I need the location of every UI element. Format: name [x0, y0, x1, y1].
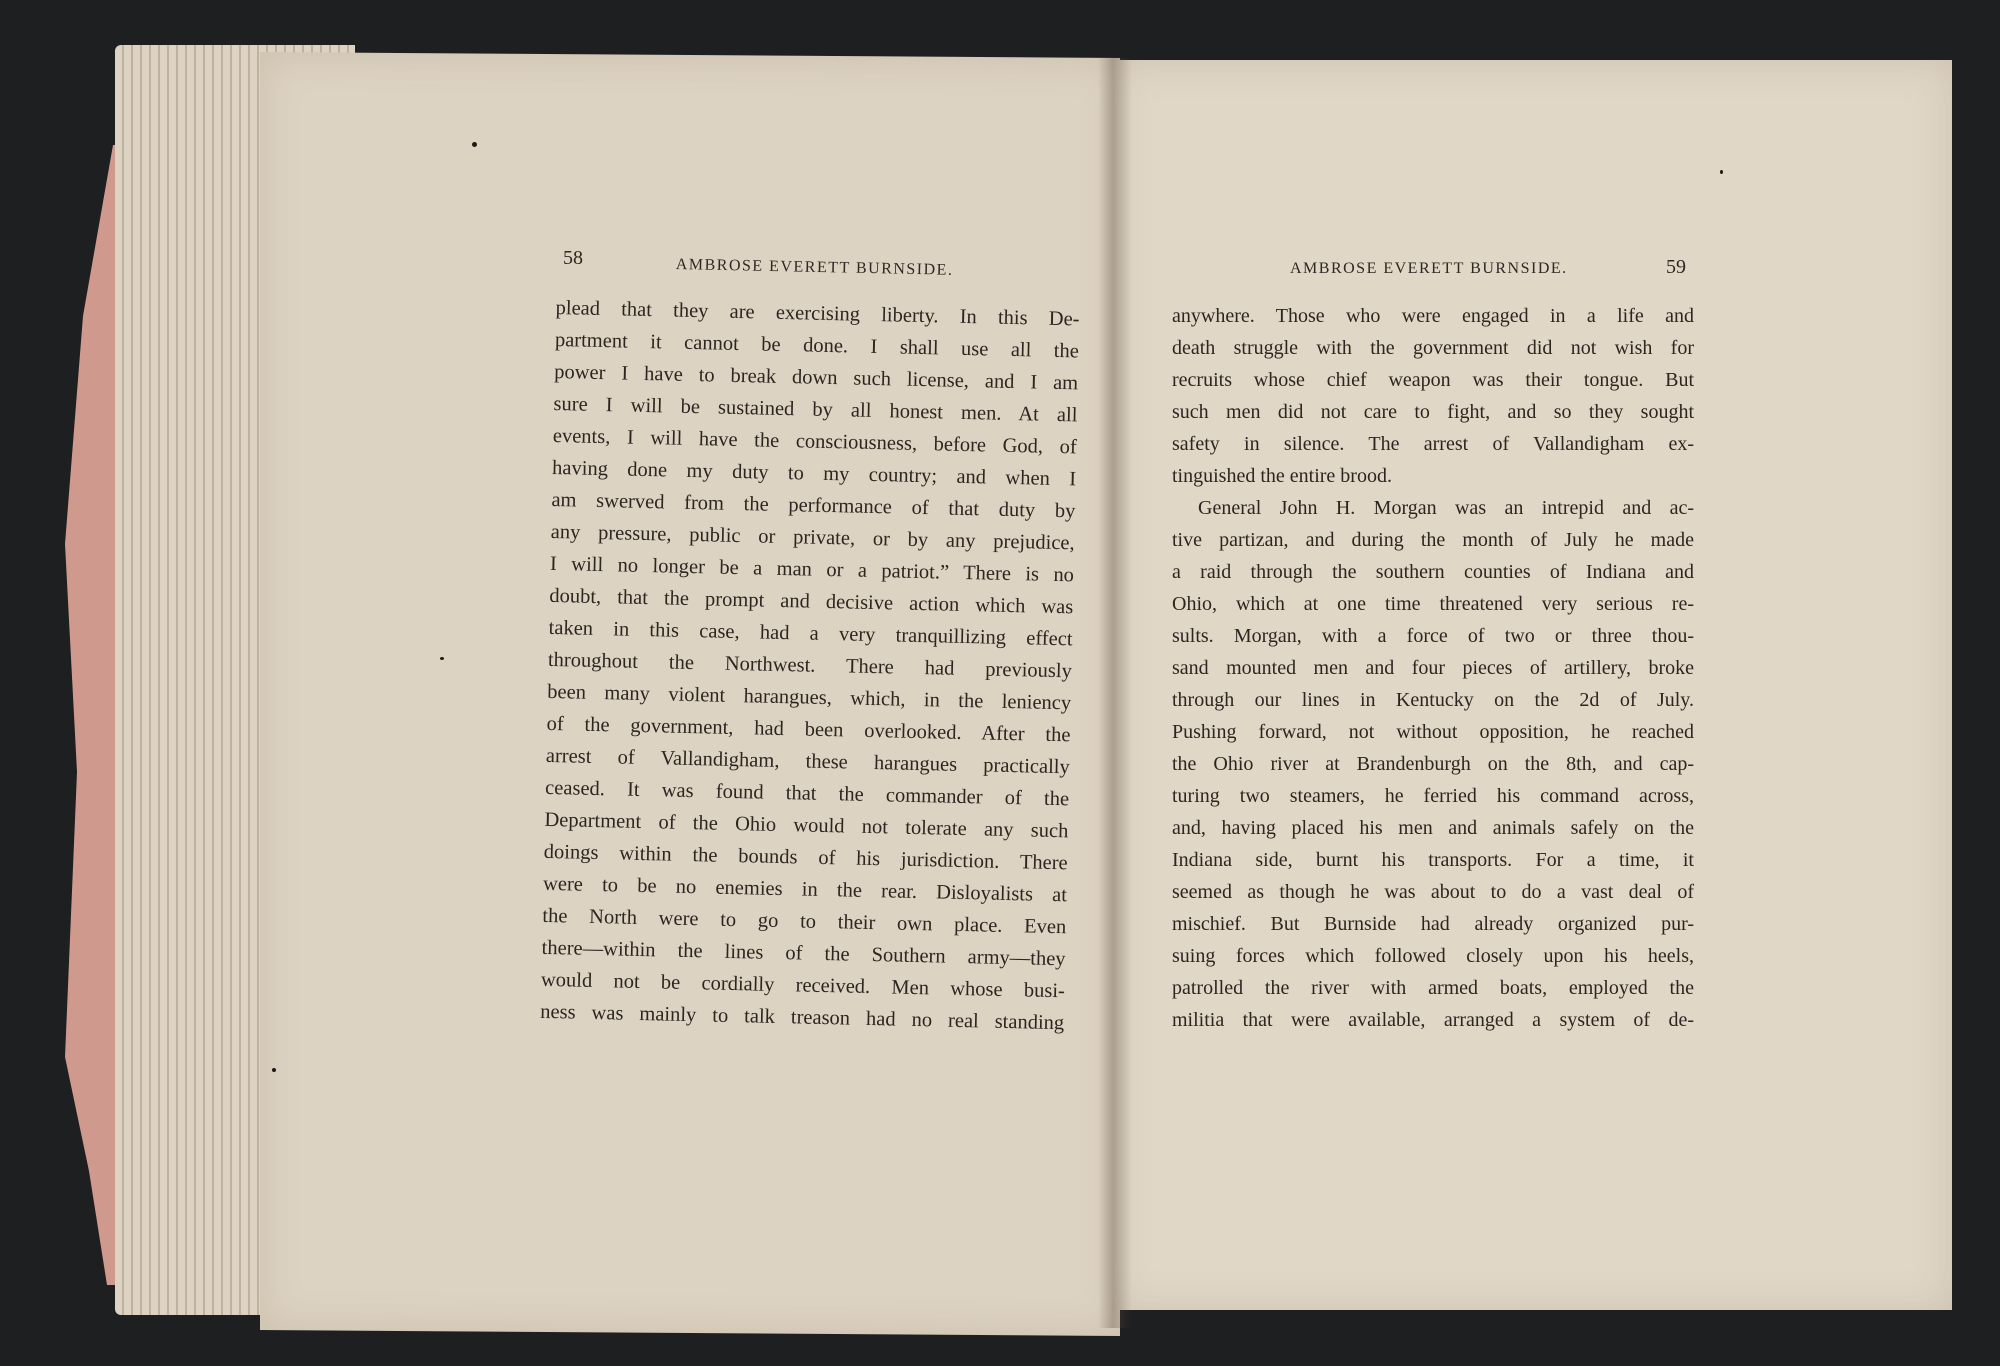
text-line: ceased. It was found that the commander of the [544, 776, 1070, 811]
text-line: militia that were available, arranged a system of de- [1172, 1009, 1694, 1031]
text-line: General John H. Morgan was an intrepid and ac- [1198, 497, 1694, 519]
text-line: would not be cordially received. Men whose busi- [540, 968, 1066, 1003]
text-line: mischief. But Burnside had already organized pur- [1172, 913, 1694, 935]
text-line: anywhere. Those who were engaged in a life and [1172, 305, 1694, 327]
paper-speck [472, 142, 477, 147]
left-page-number: 58 [563, 247, 583, 269]
text-line: tive partizan, and during the month of July he made [1172, 529, 1694, 551]
text-line: doubt, that the prompt and decisive action which was [549, 584, 1074, 619]
text-line: were to be no enemies in the rear. Disloyalists at [542, 872, 1068, 907]
text-line: there—within the lines of the Southern army—they [541, 936, 1066, 971]
text-line: Ohio, which at one time threatened very serious re- [1172, 593, 1694, 615]
text-line: been many violent harangues, which, in the leniency [547, 680, 1072, 715]
text-line: recruits whose chief weapon was their tongue. But [1172, 369, 1694, 391]
text-line: tinguished the entire brood. [1172, 465, 1392, 487]
text-line: the North were to go to their own place. Even [542, 904, 1067, 939]
text-line: sults. Morgan, with a force of two or three thou- [1172, 625, 1694, 647]
text-line: taken in this case, had a very tranquillizing effect [548, 616, 1073, 651]
right-page-number: 59 [1666, 256, 1686, 278]
text-line: of the government, had been overlooked. After the [546, 712, 1071, 747]
left-running-head: AMBROSE EVERETT BURNSIDE. [675, 256, 954, 279]
text-line: patrolled the river with armed boats, employed the [1172, 977, 1694, 999]
text-line: doings within the bounds of his jurisdiction. There [543, 840, 1068, 875]
left-page-text [540, 292, 1080, 1039]
text-line: Indiana side, burnt his transports. For a time, it [1172, 849, 1694, 871]
paper-speck [1720, 170, 1723, 174]
text-line: am swerved from the performance of that duty by [551, 488, 1076, 523]
right-running-head: AMBROSE EVERETT BURNSIDE. [1290, 260, 1568, 277]
text-line: power I have to break down such license, and I am [554, 360, 1079, 395]
text-line: having done my duty to my country; and when I [551, 456, 1077, 491]
text-line: events, I will have the consciousness, before God, of [552, 424, 1077, 459]
book-gutter [1098, 58, 1132, 1328]
text-line: Pushing forward, not without opposition, he reached [1172, 721, 1694, 743]
text-line: suing forces which followed closely upon his heels, [1172, 945, 1694, 967]
text-line: a raid through the southern counties of Indiana and [1172, 561, 1694, 583]
text-line: any pressure, public or private, or by any prejudice, [550, 520, 1075, 555]
text-line: sure I will be sustained by all honest men. At all [553, 392, 1078, 427]
text-line: I will no longer be a man or a patriot.” There is no [549, 552, 1075, 587]
paper-speck [440, 657, 444, 660]
text-line: such men did not care to fight, and so they sought [1172, 401, 1694, 423]
text-line: death struggle with the government did not wish for [1172, 337, 1694, 359]
text-line: safety in silence. The arrest of Vallandigham ex- [1172, 433, 1694, 455]
text-line: turing two steamers, he ferried his command across, [1172, 785, 1694, 807]
text-line: plead that they are exercising liberty. In this De- [555, 296, 1080, 331]
text-line: arrest of Vallandigham, these harangues practically [545, 744, 1070, 779]
text-line: seemed as though he was about to do a vast deal of [1172, 881, 1694, 903]
text-line: sand mounted men and four pieces of artillery, broke [1172, 657, 1694, 679]
text-line: through our lines in Kentucky on the 2d of July. [1172, 689, 1694, 711]
text-line: partment it cannot be done. I shall use all the [554, 328, 1080, 363]
text-line: throughout the Northwest. There had previously [547, 648, 1073, 683]
text-line: the Ohio river at Brandenburgh on the 8th, and cap- [1172, 753, 1694, 775]
text-line: and, having placed his men and animals safely on the [1172, 817, 1694, 839]
paper-speck [272, 1068, 276, 1072]
text-line: ness was mainly to talk treason had no real standing [540, 1000, 1065, 1035]
right-page-text [1172, 300, 1694, 1036]
text-line: Department of the Ohio would not tolerate any such [544, 808, 1069, 843]
